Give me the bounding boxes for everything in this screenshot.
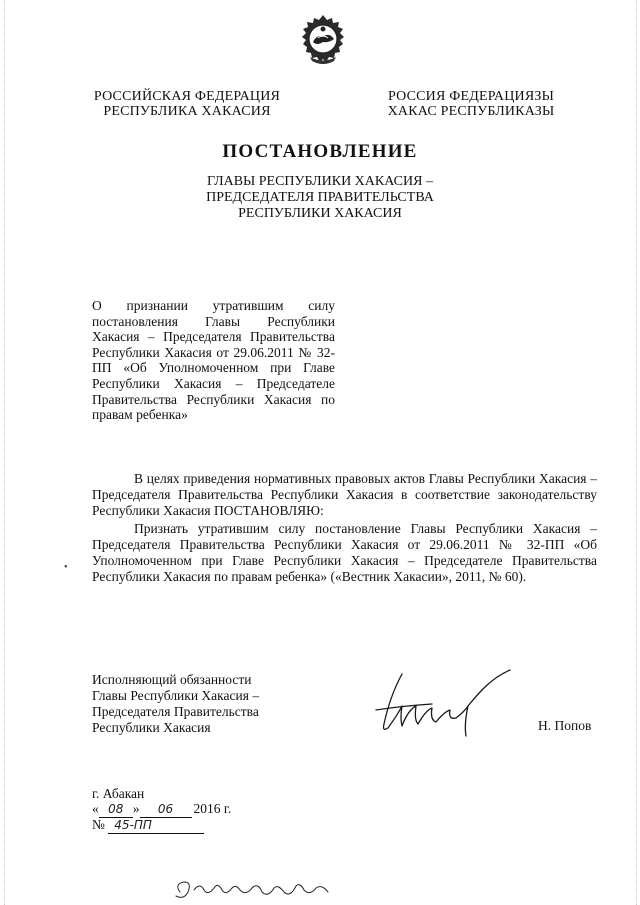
scan-edge-right bbox=[636, 0, 637, 905]
body-paragraph-resolution: Признать утратившим силу постановление Главы Республики Хакасия – Председателя Правительства Республики Хакасия от 29.06.2011 № 32-ПП «Об Уполномоченном при Главе Республики Хакасия – Председателе Правительства Республики Хакасия по правам ребенка» («Вестник Хакасии», 2011, № 60). bbox=[92, 521, 597, 584]
signatory-line4: Республики Хакасия bbox=[92, 720, 211, 735]
coat-of-arms-emblem bbox=[296, 12, 350, 68]
signatory-line1: Исполняющий обязанности bbox=[92, 672, 252, 687]
document-number bbox=[92, 817, 204, 834]
signatory-name: Н. Попов bbox=[538, 718, 592, 733]
subtitle-line2: ПРЕДСЕДАТЕЛЯ ПРАВИТЕЛЬСТВА bbox=[206, 190, 434, 205]
scan-edge-left bbox=[4, 0, 5, 905]
header-left bbox=[92, 89, 282, 119]
header-right bbox=[370, 89, 572, 119]
signatory-line2: Главы Республики Хакасия – bbox=[92, 688, 260, 703]
signatory-line3: Председателя Правительства bbox=[92, 704, 259, 719]
handwritten-note-scribble bbox=[170, 872, 340, 904]
date-month-handwritten: 06 bbox=[140, 801, 192, 818]
date-year: 2016 г. bbox=[193, 801, 232, 816]
header-right-line1: РОССИЯ ФЕДЕРАЦИЯЗЫ bbox=[387, 89, 555, 104]
document-date bbox=[92, 801, 231, 818]
body-paragraph-preamble: В целях приведения нормативных правовых актов Главы Республики Хакасия – Председателя Правительства Республики Хакасия в соответствие законодательству Республики Хакасия ПОСТАНОВЛЯЮ: bbox=[92, 471, 597, 518]
signatory-position bbox=[92, 672, 292, 736]
header-left-line2: РЕСПУБЛИКА ХАКАСИЯ bbox=[103, 104, 271, 119]
subtitle-line3: РЕСПУБЛИКИ ХАКАСИЯ bbox=[238, 206, 402, 221]
document-title: ПОСТАНОВЛЕНИЕ bbox=[222, 141, 418, 162]
handwritten-signature bbox=[372, 666, 530, 744]
document-place: г. Абакан bbox=[92, 786, 145, 801]
date-open-quote: « bbox=[92, 801, 99, 816]
date-day-handwritten: 08 bbox=[99, 801, 133, 818]
number-prefix: № bbox=[92, 817, 105, 832]
header-right-line2: ХАКАС РЕСПУБЛИКАЗЫ bbox=[387, 104, 555, 119]
number-handwritten: 45-ПП bbox=[108, 817, 204, 834]
date-close-quote: » bbox=[132, 801, 140, 816]
subtitle-line1: ГЛАВЫ РЕСПУБЛИКИ ХАКАСИЯ – bbox=[207, 174, 433, 189]
document-subject: О признании утратившим силу постановления Главы Республики Хакасия – Председателя Правительства Республики Хакасия от 29.06.2011 № 32-ПП «Об Уполномоченном при Главе Республики Хакасия – Председателе Правительства Республики Хакасия по правам ребенка» bbox=[92, 298, 335, 423]
header-left-line1: РОССИЙСКАЯ ФЕДЕРАЦИЯ bbox=[93, 89, 281, 104]
document-subtitle bbox=[150, 174, 490, 222]
scan-mark: • bbox=[64, 562, 68, 573]
